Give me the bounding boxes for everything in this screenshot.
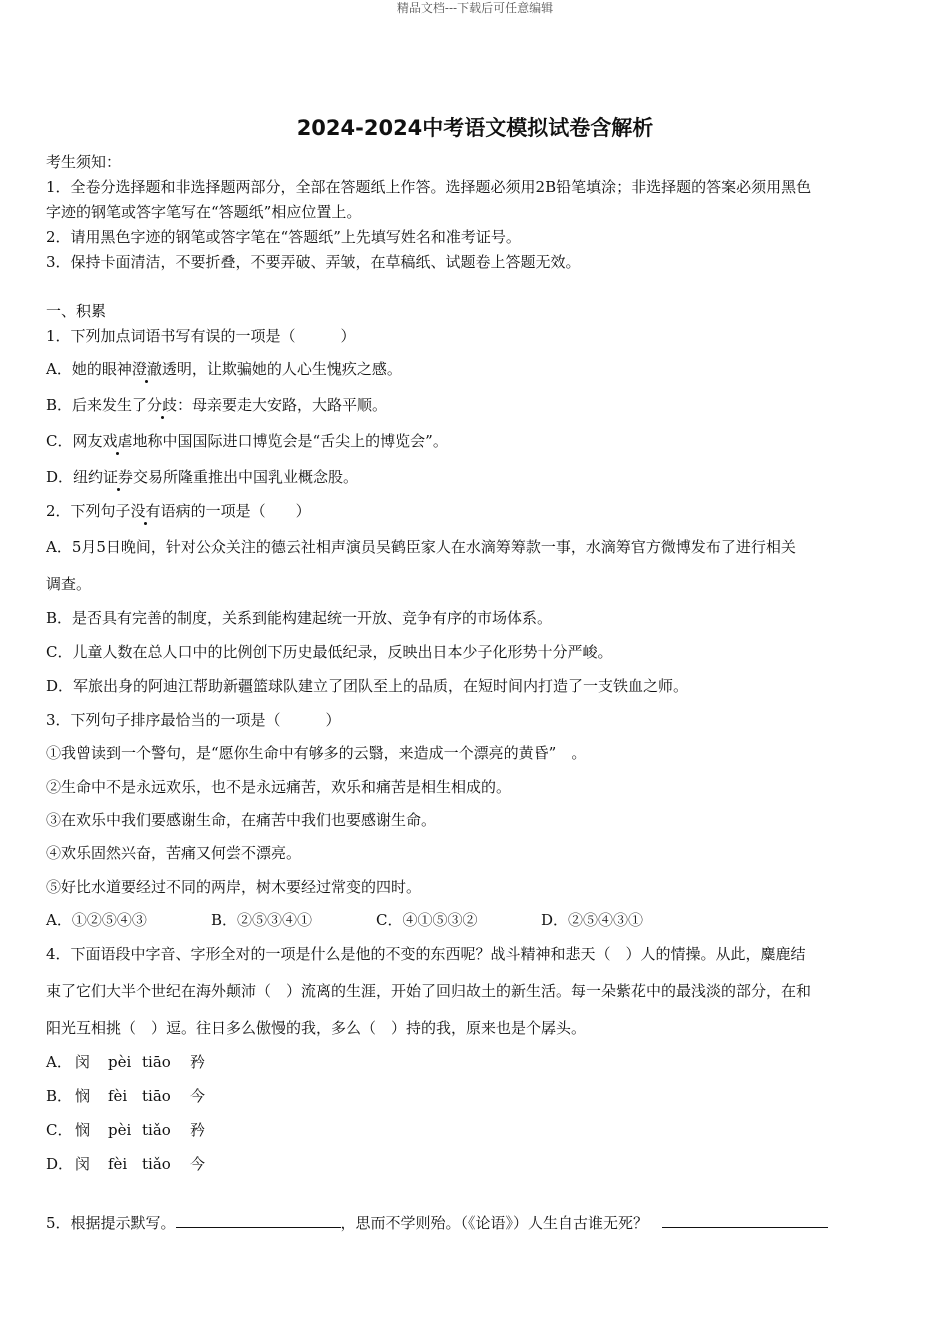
q3-options bbox=[46, 910, 643, 930]
emphasis-dots: 澄澈 bbox=[131, 360, 162, 378]
q2-option-a: A．5月5日晚间，针对公众关注的德云社相声演员吴鹤臣家人在水滴筹筹款一事，水滴筹官方微博发布了进行相关 bbox=[46, 538, 796, 556]
emphasis-dots: 分歧 bbox=[147, 396, 178, 414]
q4-option-d: D． 闵 fèi tiǎo 今 bbox=[46, 1155, 206, 1173]
q4-stem-line-2: 束了它们大半个世纪在海外颠沛（ ）流离的生涯，开始了回归故土的新生活。每一朵紫花中的最浅淡的部分，在和 bbox=[46, 982, 812, 1000]
answer-blank-1[interactable] bbox=[176, 1213, 341, 1228]
q4-option-c: C． 悯 pèi tiǎo 矜 bbox=[46, 1121, 206, 1139]
notice-item-3: 3．保持卡面清洁，不要折叠，不要弄破、弄皱，在草稿纸、试题卷上答题无效。 bbox=[46, 253, 581, 271]
q1-option-b: B．后来发生了分歧：母亲要走大安路，大路平顺。 bbox=[46, 396, 388, 414]
page-title: 2024-2024中考语文模拟试卷含解析 bbox=[296, 116, 654, 140]
emphasis-dots: 戏虐 bbox=[102, 432, 133, 450]
q2-option-c: C．儿童人数在总人口中的比例创下历史最低纪录，反映出日本少子化形势十分严峻。 bbox=[46, 643, 613, 661]
q3-sentence-4: ④欢乐固然兴奋，苦痛又何尝不漂亮。 bbox=[46, 844, 302, 862]
q5-line bbox=[46, 1213, 828, 1233]
q1-option-c: C．网友戏虐地称中国国际进口博览会是“舌尖上的博览会”。 bbox=[46, 432, 448, 450]
q2-option-b: B．是否具有完善的制度，关系到能构建起统一开放、竞争有序的市场体系。 bbox=[46, 609, 553, 627]
q3-sentence-1: ①我曾读到一个警句，是“愿你生命中有够多的云翳，来造成一个漂亮的黄昏” 。 bbox=[46, 744, 587, 762]
q2-stem: 2．下列句子没有语病的一项是（ ） bbox=[46, 502, 311, 520]
section-heading: 一、积累 bbox=[46, 302, 107, 320]
q2-option-d: D．军旅出身的阿迪江帮助新疆篮球队建立了团队至上的品质，在短时间内打造了一支铁血之师。 bbox=[46, 677, 689, 695]
q3-sentence-5: ⑤好比水道要经过不同的两岸，树木要经过常变的四时。 bbox=[46, 878, 422, 896]
q3-sentence-2: ②生命中不是永远欢乐，也不是永远痛苦，欢乐和痛苦是相生相成的。 bbox=[46, 778, 512, 796]
notice-heading: 考生须知： bbox=[46, 153, 122, 171]
watermark: 精品文档---下载后可任意编辑 bbox=[396, 1, 554, 15]
q3-option-c: C．④①⑤③② bbox=[376, 911, 478, 929]
q1-stem: 1．下列加点词语书写有误的一项是（ ） bbox=[46, 327, 356, 345]
q4-stem-line-3: 阳光互相挑（ ）逗。往日多么傲慢的我，多么（ ）持的我，原来也是个孱头。 bbox=[46, 1019, 587, 1037]
notice-item-1: 1．全卷分选择题和非选择题两部分，全部在答题纸上作答。选择题必须用2B铅笔填涂；非选择题的答案必须用黑色 bbox=[46, 178, 812, 196]
q4-option-a: A． 闵 pèi tiāo 矜 bbox=[46, 1053, 206, 1071]
q4-option-b: B． 悯 fèi tiāo 今 bbox=[46, 1087, 206, 1105]
emphasis-dots: 没有 bbox=[130, 502, 161, 520]
q5-text: ，思而不学则殆。（《论语》）人生自古谁无死？ bbox=[340, 1214, 649, 1232]
q1-option-a: A．她的眼神澄澈透明，让欺骗她的人心生愧疚之感。 bbox=[46, 360, 402, 378]
q1-option-d: D．纽约证券交易所隆重推出中国乳业概念股。 bbox=[46, 468, 359, 486]
q3-option-b: B．②⑤③④① bbox=[211, 911, 313, 929]
q5-prompt: 5．根据提示默写。 bbox=[46, 1214, 176, 1232]
q3-option-a: A．①②⑤④③ bbox=[46, 911, 147, 929]
answer-blank-2[interactable] bbox=[662, 1213, 828, 1228]
emphasis-dots: 证券 bbox=[103, 468, 134, 486]
notice-item-2: 2．请用黑色字迹的钢笔或答字笔在“答题纸”上先填写姓名和准考证号。 bbox=[46, 228, 521, 246]
q3-stem: 3．下列句子排序最恰当的一项是（ ） bbox=[46, 711, 341, 729]
q2-option-a-cont: 调查。 bbox=[46, 575, 92, 593]
q4-stem-line-1: 4．下面语段中字音、字形全对的一项是什么是他的不变的东西呢？战斗精神和悲天（ ）人的情操。从此，麋鹿结 bbox=[46, 945, 806, 963]
notice-item-1-cont: 字迹的钢笔或答字笔写在“答题纸”相应位置上。 bbox=[46, 203, 362, 221]
q3-sentence-3: ③在欢乐中我们要感谢生命，在痛苦中我们也要感谢生命。 bbox=[46, 811, 437, 829]
q3-option-d: D．②⑤④③① bbox=[541, 911, 644, 929]
